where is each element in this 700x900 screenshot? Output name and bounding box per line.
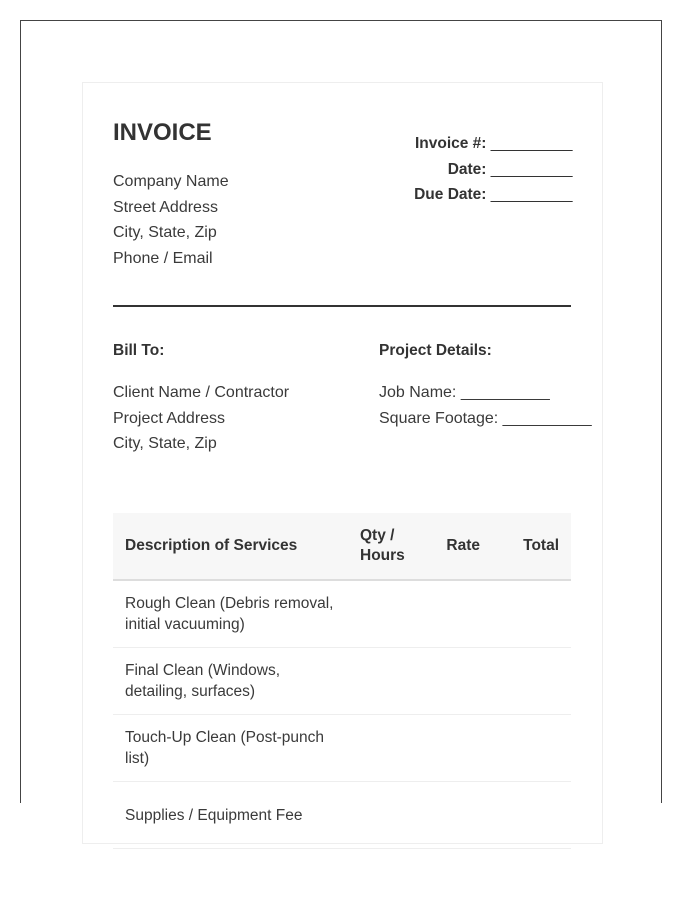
invoice-number-blank: __________ [490,135,572,152]
due-date-blank: __________ [490,186,572,204]
service-rate [428,782,492,849]
invoice-sheet [82,82,603,844]
table-header-row [113,513,571,580]
company-name: Company Name [113,173,229,190]
project-details-label: Project Details: [379,342,492,359]
header-rate: Rate [428,513,492,580]
service-total [492,715,571,782]
client-city-state-zip: City, State, Zip [113,435,217,453]
service-description: Final Clean (Windows, detailing, surfaces) [113,648,348,715]
project-address: Project Address [113,409,226,427]
invoice-number-row [414,131,572,157]
services-table [113,513,571,849]
company-info [113,169,229,272]
invoice-date-blank: __________ [490,160,572,178]
service-description: Supplies / Equipment Fee [113,782,348,849]
job-name: Job Name: __________ [379,384,550,401]
invoice-date-row [414,157,572,183]
service-qty [348,715,428,782]
invoice-date-label: Date: [447,160,487,178]
company-street-address: Street Address [113,198,218,216]
document-frame [20,20,662,824]
service-rate [428,580,492,648]
invoice-title: INVOICE [113,119,212,146]
service-description: Touch-Up Clean (Post-punch list) [113,715,348,782]
table-row [113,580,571,648]
bill-to-label: Bill To: [113,342,165,359]
bill-to-info [113,380,289,457]
square-footage: Square Footage: __________ [379,409,592,427]
table-row [113,648,571,715]
table-row [113,782,571,849]
service-rate [428,715,492,782]
due-date-label: Due Date: [414,186,487,204]
service-total [492,580,571,648]
service-rate [428,648,492,715]
company-city-state-zip: City, State, Zip [113,224,217,242]
header-divider [113,305,571,307]
service-qty [348,580,428,648]
invoice-number-label: Invoice #: [414,135,487,152]
client-name: Client Name / Contractor [113,384,290,401]
header-qty-hours: Qty / Hours [348,513,428,580]
service-description: Rough Clean (Debris removal, initial vacuuming) [113,580,348,648]
company-phone-email: Phone / Email [113,250,213,268]
service-total [492,648,571,715]
due-date-row [414,182,572,208]
header-total: Total [492,513,571,580]
service-qty [348,648,428,715]
invoice-meta [414,131,572,208]
service-qty [348,782,428,849]
table-row [113,715,571,782]
project-details-info [379,380,592,431]
service-total [492,782,571,849]
header-description: Description of Services [113,513,348,580]
